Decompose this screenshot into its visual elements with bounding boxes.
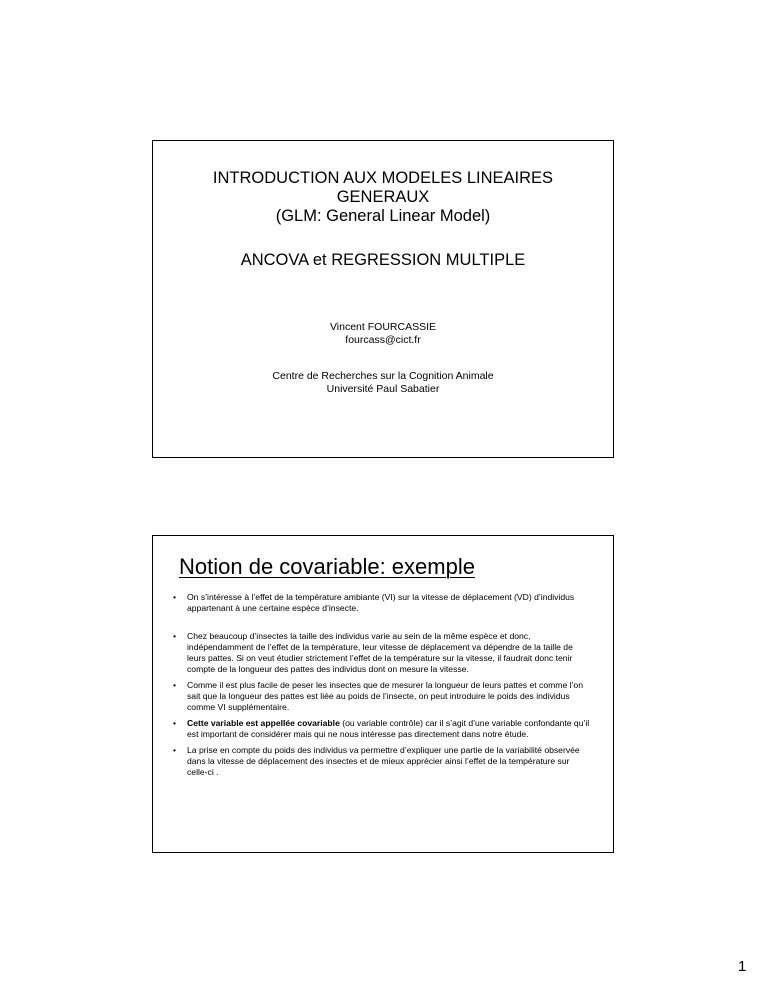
bullet-icon: • bbox=[173, 631, 177, 641]
author-email: fourcass@cict.fr bbox=[345, 334, 421, 346]
bullet-text bbox=[187, 718, 589, 739]
list-item bbox=[171, 718, 591, 740]
bullet-text: Comme il est plus facile de peser les insectes que de mesurer la longueur de leurs pattes et comme l’on sait que la longueur des pattes est liée au poids de l’insecte, on peut introduire le poids des individus comme VI supplémentaire. bbox=[187, 680, 583, 712]
presentation-subtitle: ANCOVA et REGRESSION MULTIPLE bbox=[240, 251, 526, 269]
bullet-icon: • bbox=[173, 718, 177, 728]
bullet-text: Chez beaucoup d’insectes la taille des individus varie au sein de la même espèce et donc, indépendamment de l’effet de la température, leur vitesse de déplacement va dépendre de la taille de leurs pattes. Si on veut étudier strictement l’effet de la température sur la vitesse, il faudrait donc tenir compte de la longueur des pattes des individus dont on mesure la vitesse. bbox=[187, 631, 573, 674]
title-line-1: INTRODUCTION AUX MODELES LINEAIRES bbox=[212, 169, 554, 187]
content-slide bbox=[152, 535, 614, 853]
author-block bbox=[153, 321, 613, 347]
list-item bbox=[171, 745, 591, 778]
presentation-title bbox=[153, 169, 613, 226]
affiliation-line-1: Centre de Recherches sur la Cognition Animale bbox=[272, 370, 494, 382]
affiliation-line-2: Université Paul Sabatier bbox=[326, 383, 440, 395]
title-slide bbox=[152, 140, 614, 458]
list-item bbox=[171, 680, 591, 713]
bullet-icon: • bbox=[173, 592, 177, 602]
list-item bbox=[171, 592, 591, 614]
slide-title: Notion de covariable: exemple bbox=[179, 554, 475, 579]
list-item bbox=[171, 631, 591, 675]
bullet-text: La prise en compte du poids des individus va permettre d’expliquer une partie de la variabilité observée dans la vitesse de déplacement des insectes et de mieux apprécier ainsi l’effet de la température sur celle-ci . bbox=[187, 745, 580, 777]
title-line-2: GENERAUX bbox=[336, 188, 430, 206]
title-line-3: (GLM: General Linear Model) bbox=[275, 207, 491, 225]
affiliation-block bbox=[153, 370, 613, 396]
page-number: 1 bbox=[738, 958, 747, 975]
bullet-rest-text: (ou variable contrôle) car il s’agit d’une variable confondante qu’il est important de considérer mais qui ne nous intéresse pas directement dans notre étude. bbox=[187, 718, 590, 739]
bullet-text: On s’intéresse à l’effet de la température ambiante (VI) sur la vitesse de déplacement (VD) d’individus appartenant à une certaine espèce d’insecte. bbox=[187, 592, 575, 613]
author-name: Vincent FOURCASSIE bbox=[329, 321, 436, 333]
bullet-list bbox=[171, 592, 591, 778]
bullet-bold-text: Cette variable est appellée covariable bbox=[187, 718, 340, 728]
bullet-icon: • bbox=[173, 745, 177, 755]
bullet-icon: • bbox=[173, 680, 177, 690]
